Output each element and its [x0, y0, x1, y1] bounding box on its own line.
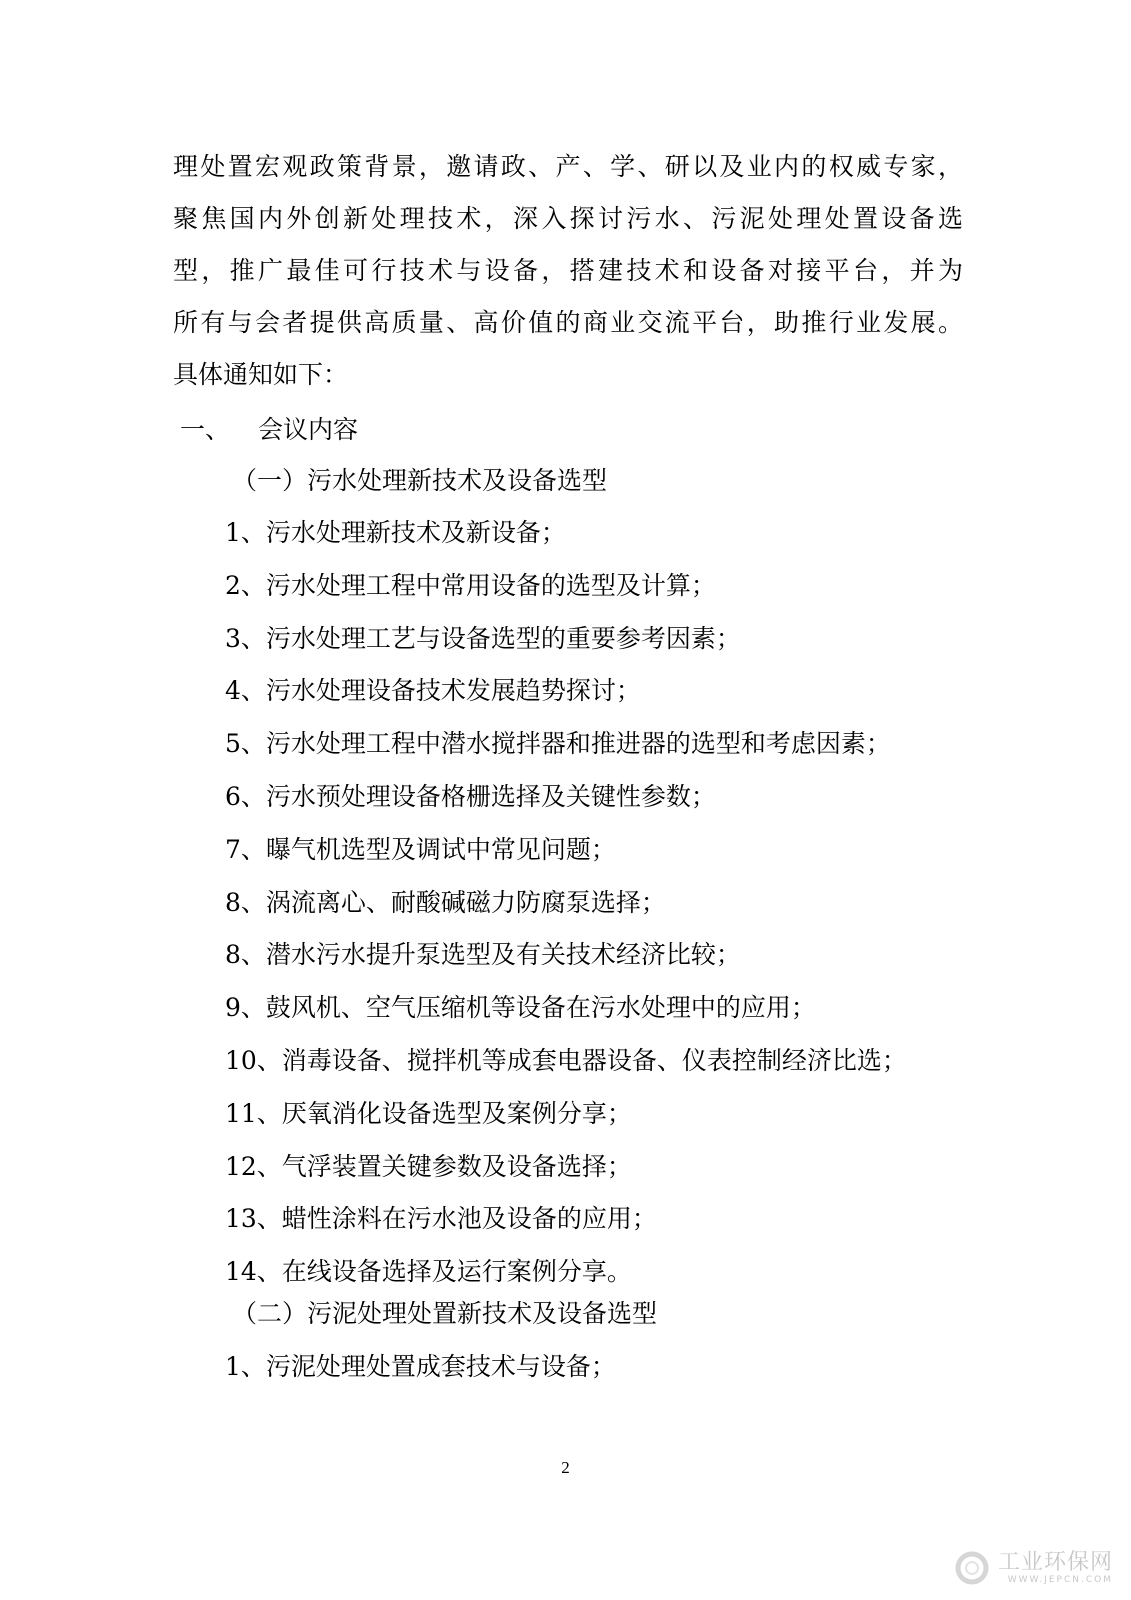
- intro-line: 聚焦国内外创新处理技术，深入探讨污水、污泥处理处置设备选: [173, 204, 963, 233]
- list-item: 1、污泥处理处置成套技术与设备；: [225, 1352, 616, 1381]
- page-number: 2: [561, 1458, 570, 1477]
- list-item: 10、消毒设备、搅拌机等成套电器设备、仪表控制经济比选；: [225, 1045, 907, 1075]
- list-item: 4、污水处理设备技术发展趋势探讨；: [225, 676, 641, 706]
- list-item: 6、污水预处理设备格栅选择及关键性参数；: [225, 781, 716, 811]
- list-item: 13、蜡性涂料在污水池及设备的应用；: [225, 1204, 657, 1234]
- sludge-topics-list: [225, 1341, 616, 1393]
- watermark-url: WWW.JEPCN.COM: [1007, 1574, 1113, 1585]
- watermark-title: 工业环保网: [997, 1549, 1113, 1575]
- list-item: 12、气浮装置关键参数及设备选择；: [225, 1151, 632, 1181]
- section-title: 会议内容: [258, 415, 359, 444]
- section-heading-1: [180, 404, 358, 456]
- list-item: 2、污水处理工程中常用设备的选型及计算；: [225, 570, 716, 600]
- list-item: 14、在线设备选择及运行案例分享。: [225, 1257, 632, 1287]
- intro-line: 具体通知如下：: [173, 360, 349, 389]
- subsection-heading-1: （一）污水处理新技术及设备选型: [232, 466, 608, 495]
- ring-logo-icon: [954, 1550, 990, 1586]
- list-item: 8、潜水污水提升泵选型及有关技术经济比较；: [225, 940, 741, 970]
- sewage-topics-list: [225, 507, 907, 1299]
- intro-paragraph: [173, 141, 963, 401]
- subsection-heading-2: （二）污泥处理处置新技术及设备选型: [232, 1299, 658, 1328]
- intro-line: 理处置宏观政策背景，邀请政、产、学、研以及业内的权威专家，: [173, 152, 963, 181]
- watermark: [954, 1550, 1113, 1586]
- list-item: 9、鼓风机、空气压缩机等设备在污水处理中的应用；: [225, 993, 816, 1023]
- list-item: 3、污水处理工艺与设备选型的重要参考因素；: [225, 623, 741, 653]
- section-number: 一、: [180, 415, 231, 444]
- intro-line: 型，推广最佳可行技术与设备，搭建技术和设备对接平台，并为: [173, 256, 963, 285]
- list-item: 5、污水处理工程中潜水搅拌器和推进器的选型和考虑因素；: [225, 729, 891, 759]
- intro-line: 所有与会者提供高质量、高价值的商业交流平台，助推行业发展。: [173, 308, 963, 337]
- list-item: 1、污水处理新技术及新设备；: [225, 518, 566, 547]
- list-item: 7、曝气机选型及调试中常见问题；: [225, 834, 616, 864]
- list-item: 11、厌氧消化设备选型及案例分享；: [225, 1098, 632, 1128]
- list-item: 8、涡流离心、耐酸碱磁力防腐泵选择；: [225, 887, 666, 917]
